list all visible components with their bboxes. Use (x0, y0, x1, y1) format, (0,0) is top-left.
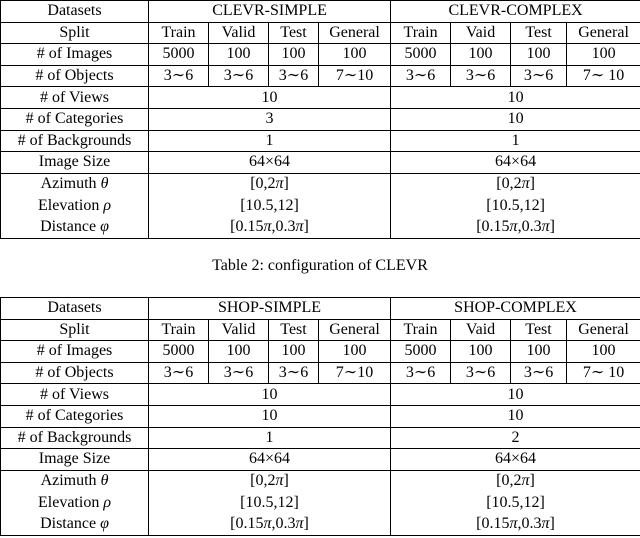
table-row (1, 405, 640, 427)
column-group-header: SHOP-COMPLEX (391, 298, 640, 320)
table-cell: General (319, 22, 391, 44)
table-cell: 1 (149, 130, 391, 152)
table-cell: 5000 (149, 341, 209, 363)
table-cell: [0.15π,0.3π] (149, 216, 391, 238)
table-cell: 64×64 (391, 152, 640, 174)
table-cell: 10 (391, 384, 640, 406)
table-cell: 7∼10 (319, 65, 391, 87)
table-row (1, 319, 640, 341)
table-row (1, 152, 640, 174)
table-cell: 3∼6 (511, 362, 567, 384)
row-header: # of Backgrounds (1, 427, 149, 449)
table-cell: 7∼ 10 (567, 362, 640, 384)
table-cell: [10.5,12] (149, 195, 391, 217)
table-cell: General (567, 319, 640, 341)
table-cell: 100 (567, 341, 640, 363)
table-row (1, 384, 640, 406)
row-header: Elevation ρ (1, 195, 149, 217)
row-header: # of Views (1, 384, 149, 406)
table-row (1, 1, 640, 23)
table-row (1, 173, 640, 195)
table-row (1, 130, 640, 152)
row-header: # of Categories (1, 108, 149, 130)
table-cell: 64×64 (149, 449, 391, 471)
row-header: Image Size (1, 152, 149, 174)
table-row (1, 449, 640, 471)
table-cell: Test (269, 22, 319, 44)
table-cell: 100 (269, 341, 319, 363)
table-cell: Vaid (451, 319, 511, 341)
table-cell: [0.15π,0.3π] (391, 513, 640, 535)
table-cell: [0.15π,0.3π] (391, 216, 640, 238)
table-cell: 10 (149, 87, 391, 109)
table-row (1, 108, 640, 130)
table-cell: 100 (567, 44, 640, 66)
table-cell: [0,2π] (391, 173, 640, 195)
table-cell: Train (149, 22, 209, 44)
row-header: Datasets (1, 1, 149, 23)
table-cell: [0,2π] (391, 470, 640, 492)
row-header: # of Categories (1, 405, 149, 427)
table-cell: Test (269, 319, 319, 341)
table-cell: 3∼6 (269, 362, 319, 384)
table-cell: 100 (451, 44, 511, 66)
phi-symbol: φ (100, 514, 109, 532)
table-cell: 100 (269, 44, 319, 66)
table-cell: 64×64 (391, 449, 640, 471)
table-cell: Train (149, 319, 209, 341)
table-cell: 10 (149, 384, 391, 406)
table-cell: 3 (149, 108, 391, 130)
row-header: Azimuth θ (1, 173, 149, 195)
table-cell: 100 (319, 341, 391, 363)
table-cell: 100 (209, 44, 269, 66)
table-cell: 100 (511, 44, 567, 66)
table-cell: 3∼6 (149, 362, 209, 384)
table-cell: 2 (391, 427, 640, 449)
table-row (1, 513, 640, 535)
column-group-header: SHOP-SIMPLE (149, 298, 391, 320)
table-cell: 3∼6 (209, 362, 269, 384)
table-cell: 5000 (149, 44, 209, 66)
table-cell: 3∼6 (391, 362, 451, 384)
table-cell: 1 (149, 427, 391, 449)
table-cell: 3∼6 (149, 65, 209, 87)
row-header: # of Images (1, 341, 149, 363)
row-header: Elevation ρ (1, 492, 149, 514)
row-header: Image Size (1, 449, 149, 471)
row-header: # of Objects (1, 362, 149, 384)
row-header: Datasets (1, 298, 149, 320)
table-cell: 7∼10 (319, 362, 391, 384)
table-row (1, 298, 640, 320)
table-cell: 7∼ 10 (567, 65, 640, 87)
column-group-header: CLEVR-SIMPLE (149, 1, 391, 23)
row-header: # of Images (1, 44, 149, 66)
row-header: Distance φ (1, 513, 149, 535)
table-cell: 5000 (391, 341, 451, 363)
table-cell: 10 (149, 405, 391, 427)
table-cell: 100 (319, 44, 391, 66)
table-cell: 3∼6 (269, 65, 319, 87)
table-cell: 3∼6 (511, 65, 567, 87)
row-header: # of Backgrounds (1, 130, 149, 152)
table-cell: 100 (451, 341, 511, 363)
table-row (1, 65, 640, 87)
config-table (0, 297, 640, 536)
table-cell: 5000 (391, 44, 451, 66)
table-cell: [0,2π] (149, 470, 391, 492)
table-cell: [0,2π] (149, 173, 391, 195)
table-row (1, 492, 640, 514)
table-cell: 100 (511, 341, 567, 363)
table-row (1, 470, 640, 492)
row-header: Distance φ (1, 216, 149, 238)
row-header: Azimuth θ (1, 470, 149, 492)
table-cell: Train (391, 319, 451, 341)
row-header: # of Objects (1, 65, 149, 87)
table-caption: Table 2: configuration of CLEVR (212, 257, 428, 274)
table-cell: 64×64 (149, 152, 391, 174)
row-header: Split (1, 319, 149, 341)
config-table (0, 0, 640, 239)
column-group-header: CLEVR-COMPLEX (391, 1, 640, 23)
table-cell: 1 (391, 130, 640, 152)
table-cell: 10 (391, 405, 640, 427)
table-cell: [0.15π,0.3π] (149, 513, 391, 535)
table-row (1, 341, 640, 363)
table-row (1, 22, 640, 44)
table-cell: 10 (391, 108, 640, 130)
table-row (1, 87, 640, 109)
theta-symbol: θ (100, 472, 109, 490)
theta-symbol: θ (100, 175, 109, 193)
row-header: Split (1, 22, 149, 44)
table-cell: Test (511, 22, 567, 44)
table-cell: Valid (209, 22, 269, 44)
table-cell: Train (391, 22, 451, 44)
table-row (1, 362, 640, 384)
table-row (1, 44, 640, 66)
table-cell: 10 (391, 87, 640, 109)
table-cell: General (567, 22, 640, 44)
table-cell: 3∼6 (451, 65, 511, 87)
table-cell: [10.5,12] (391, 492, 640, 514)
row-header: # of Views (1, 87, 149, 109)
rho-symbol: ρ (103, 196, 111, 214)
table-row (1, 427, 640, 449)
phi-symbol: φ (100, 217, 109, 235)
table-cell: 3∼6 (209, 65, 269, 87)
table-cell: 3∼6 (451, 362, 511, 384)
table-cell: 3∼6 (391, 65, 451, 87)
table-cell: 100 (209, 341, 269, 363)
table-cell: Test (511, 319, 567, 341)
table-row (1, 195, 640, 217)
rho-symbol: ρ (103, 493, 111, 511)
table-cell: General (319, 319, 391, 341)
table-row (1, 216, 640, 238)
table-cell: Vaid (451, 22, 511, 44)
table-cell: [10.5,12] (391, 195, 640, 217)
table-cell: Valid (209, 319, 269, 341)
table-cell: [10.5,12] (149, 492, 391, 514)
